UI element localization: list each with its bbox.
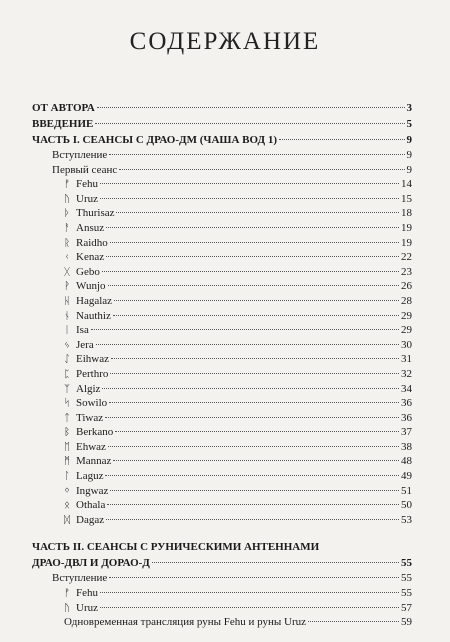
leader-dots bbox=[109, 577, 399, 578]
toc-rune-entry-label bbox=[64, 454, 111, 470]
toc-rune-entry-page: 36 bbox=[401, 411, 412, 424]
toc-rune-entry-page: 28 bbox=[401, 294, 412, 307]
toc-rune-entry-page: 31 bbox=[401, 353, 412, 366]
rune-icon: ᛜ bbox=[64, 485, 70, 497]
toc-entry-page: 59 bbox=[401, 616, 412, 629]
leader-dots bbox=[109, 154, 404, 155]
toc-rune-entry-page: 37 bbox=[401, 426, 412, 439]
toc-rune-entry-text: Uruz bbox=[76, 192, 98, 205]
rune-icon: ᛉ bbox=[64, 383, 70, 395]
toc-rune-entry-label bbox=[64, 338, 94, 354]
leader-dots bbox=[106, 256, 399, 257]
toc-rune-entry[interactable] bbox=[32, 513, 412, 528]
toc-entry-page: 57 bbox=[401, 601, 412, 614]
toc-rune-entry-label bbox=[64, 367, 108, 383]
toc-rune-entry-text: Sowilo bbox=[76, 397, 108, 410]
toc-rune-entry-text: Isa bbox=[76, 324, 89, 337]
rune-icon: ᚷ bbox=[64, 266, 70, 278]
toc-rune-entry-page: 49 bbox=[401, 470, 412, 483]
toc-section-text: ВВЕДЕНИЕ bbox=[32, 118, 94, 130]
toc-rune-entry-text: Laguz bbox=[76, 470, 104, 483]
leader-dots bbox=[100, 198, 399, 199]
toc-rune-entry[interactable] bbox=[32, 469, 412, 484]
rune-icon: ᛞ bbox=[64, 514, 70, 526]
toc-rune-entry-text: Mannaz bbox=[76, 455, 112, 468]
toc-rune-entry-label bbox=[64, 513, 104, 529]
leader-dots bbox=[96, 344, 399, 345]
toc-section-label bbox=[32, 100, 95, 116]
rune-icon: ᚱ bbox=[64, 237, 70, 249]
toc-section-page: 5 bbox=[406, 118, 412, 130]
rune-icon: ᛋ bbox=[64, 398, 70, 410]
toc-rune-entry-label bbox=[64, 411, 103, 427]
toc-entry[interactable] bbox=[32, 148, 412, 163]
rune-icon: ᛟ bbox=[64, 500, 70, 512]
toc-rune-entry[interactable] bbox=[32, 279, 412, 294]
leader-dots bbox=[110, 373, 399, 374]
toc-section[interactable] bbox=[32, 116, 412, 132]
toc-rune-entry[interactable] bbox=[32, 236, 412, 251]
toc-entry-text: Uruz bbox=[76, 601, 98, 614]
rune-icon: ᛃ bbox=[64, 339, 70, 351]
toc-rune-entry[interactable] bbox=[32, 323, 412, 338]
toc-entry[interactable] bbox=[32, 571, 412, 586]
toc-rune-entry[interactable] bbox=[32, 294, 412, 309]
toc-rune-entry-label bbox=[64, 206, 114, 222]
toc-rune-entry-label bbox=[64, 192, 98, 208]
toc-rune-entry-label bbox=[64, 323, 89, 339]
toc-rune-entry-label bbox=[64, 221, 104, 237]
toc-rune-entry-text: Raidho bbox=[76, 236, 108, 249]
rune-icon: ᛚ bbox=[64, 471, 70, 483]
toc-rune-entry[interactable] bbox=[32, 454, 412, 469]
toc-rune-entry-label bbox=[64, 265, 100, 281]
table-of-contents bbox=[32, 100, 412, 630]
toc-rune-entry-text: Dagaz bbox=[76, 513, 105, 526]
toc-section[interactable] bbox=[32, 100, 412, 116]
leader-dots bbox=[110, 242, 399, 243]
rune-icon: ᚦ bbox=[64, 208, 70, 220]
toc-rune-entry-page: 29 bbox=[401, 324, 412, 337]
toc-rune-entry[interactable] bbox=[32, 177, 412, 192]
leader-dots bbox=[119, 169, 404, 170]
toc-rune-entry-label bbox=[64, 396, 107, 412]
toc-rune-entry[interactable] bbox=[32, 265, 412, 280]
toc-rune-entry-text: Eihwaz bbox=[76, 353, 109, 366]
rune-icon: ᛈ bbox=[64, 368, 70, 380]
toc-rune-entry-label bbox=[64, 250, 104, 266]
toc-rune-entry-text: Berkano bbox=[76, 426, 114, 439]
toc-entry[interactable] bbox=[32, 163, 412, 178]
toc-rune-entry-page: 36 bbox=[401, 397, 412, 410]
toc-rune-entry-text: Nauthiz bbox=[76, 309, 111, 322]
leader-dots bbox=[100, 183, 399, 184]
toc-rune-entry-text: Othala bbox=[76, 499, 106, 512]
leader-dots bbox=[110, 490, 399, 491]
rune-icon: ᚹ bbox=[64, 281, 70, 293]
leader-dots bbox=[114, 300, 399, 301]
toc-rune-entry-page: 23 bbox=[401, 265, 412, 278]
page-title: СОДЕРЖАНИЕ bbox=[129, 28, 321, 55]
rune-icon: ᛏ bbox=[64, 412, 70, 424]
toc-entry-page: 9 bbox=[406, 163, 412, 176]
toc-entry-page: 9 bbox=[406, 149, 412, 161]
toc-entry-text: Первый сеанс bbox=[52, 163, 118, 176]
rune-icon: ᚺ bbox=[64, 295, 70, 307]
toc-rune-entry-label bbox=[64, 177, 98, 193]
toc-rune-entry-page: 48 bbox=[401, 455, 412, 468]
toc-entry-text: Fehu bbox=[76, 587, 98, 600]
toc-rune-entry[interactable] bbox=[32, 192, 412, 207]
toc-rune-entry-text: Wunjo bbox=[76, 280, 106, 293]
leader-dots bbox=[108, 446, 399, 447]
rune-icon: ᚾ bbox=[64, 310, 70, 322]
toc-entry-text: Вступление bbox=[52, 149, 108, 161]
toc-rune-entry-label bbox=[64, 309, 111, 325]
toc-rune-entry-page: 19 bbox=[401, 236, 412, 249]
rune-icon: ᛁ bbox=[64, 325, 70, 337]
leader-dots bbox=[102, 271, 399, 272]
rune-icon: ᛒ bbox=[64, 427, 70, 439]
rune-icon: ᛖ bbox=[64, 441, 70, 453]
toc-part2-line2: ДРАО-ДВЛ И ДОРАО-Д bbox=[32, 557, 150, 570]
toc-rune-entry-page: 29 bbox=[401, 309, 412, 322]
toc-rune-entry-label bbox=[64, 440, 106, 456]
toc-rune-entry-page: 22 bbox=[401, 251, 412, 264]
toc-rune-entry-text: Gebo bbox=[76, 265, 100, 278]
toc-entry-label bbox=[64, 615, 306, 630]
toc-entry-page: 55 bbox=[401, 572, 412, 585]
leader-dots bbox=[97, 107, 405, 108]
toc-section-text: ЧАСТЬ I. СЕАНСЫ С ДРАО-ДМ (ЧАША ВОД 1) bbox=[32, 134, 277, 146]
toc-section-text: ОТ АВТОРА bbox=[32, 102, 95, 114]
toc-rune-entry[interactable] bbox=[32, 396, 412, 411]
toc-rune-entry-label bbox=[64, 236, 108, 252]
leader-dots bbox=[100, 592, 399, 593]
leader-dots bbox=[91, 329, 399, 330]
toc-section-label bbox=[32, 132, 277, 148]
toc-rune-entry[interactable] bbox=[32, 352, 412, 367]
toc-rune-entry[interactable] bbox=[32, 498, 412, 513]
toc-entry[interactable] bbox=[32, 615, 412, 630]
rune-icon: ᚲ bbox=[64, 252, 70, 264]
toc-rune-entry[interactable] bbox=[32, 484, 412, 499]
leader-dots bbox=[95, 123, 404, 124]
toc-rune-entry[interactable] bbox=[32, 309, 412, 324]
leader-dots bbox=[105, 475, 399, 476]
rune-icon: ᚠ bbox=[64, 179, 70, 191]
toc-rune-entry-text: Fehu bbox=[76, 178, 98, 191]
toc-rune-entry-text: Algiz bbox=[76, 382, 101, 395]
leader-dots bbox=[113, 315, 399, 316]
rune-icon: ᛗ bbox=[64, 456, 70, 468]
toc-rune-entry-page: 14 bbox=[401, 178, 412, 191]
toc-part2-page: 55 bbox=[401, 557, 412, 570]
toc-rune-entry-text: Perthro bbox=[76, 367, 109, 380]
toc-rune-entry-page: 51 bbox=[401, 484, 412, 497]
leader-dots bbox=[116, 212, 399, 213]
toc-rune-entry-page: 38 bbox=[401, 440, 412, 453]
leader-dots bbox=[105, 417, 399, 418]
toc-rune-entry-label bbox=[64, 352, 109, 368]
toc-entry-text: Одновременная трансляция руны Fehu и руны Uruz bbox=[64, 616, 307, 629]
toc-rune-entry-label bbox=[64, 294, 112, 310]
toc-rune-entry-text: Ehwaz bbox=[76, 440, 106, 453]
leader-dots bbox=[102, 388, 399, 389]
rune-icon: ᛇ bbox=[64, 354, 70, 366]
toc-part2-heading bbox=[32, 539, 412, 571]
toc-rune-entry-page: 34 bbox=[401, 382, 412, 395]
leader-dots bbox=[308, 621, 399, 622]
leader-dots bbox=[109, 402, 399, 403]
rune-icon: ᚨ bbox=[64, 222, 70, 234]
toc-rune-entry-label bbox=[64, 469, 103, 485]
toc-rune-entry[interactable] bbox=[32, 250, 412, 265]
rune-icon: ᚠ bbox=[64, 588, 70, 600]
toc-rune-entry[interactable] bbox=[32, 367, 412, 382]
toc-rune-entry-page: 30 bbox=[401, 338, 412, 351]
toc-entry-page: 55 bbox=[401, 587, 412, 600]
toc-rune-entry-page: 26 bbox=[401, 280, 412, 293]
toc-rune-entry-text: Ingwaz bbox=[76, 484, 109, 497]
toc-rune-entry-page: 18 bbox=[401, 207, 412, 220]
toc-rune-entry[interactable] bbox=[32, 440, 412, 455]
toc-rune-entry-page: 32 bbox=[401, 367, 412, 380]
toc-rune-entry-page: 50 bbox=[401, 499, 412, 512]
toc-entry-label bbox=[52, 163, 117, 178]
leader-dots bbox=[113, 460, 399, 461]
toc-rune-entry[interactable] bbox=[32, 425, 412, 440]
toc-part2-line1: ЧАСТЬ II. СЕАНСЫ С РУНИЧЕСКИМИ АНТЕННАМИ bbox=[32, 541, 320, 554]
leader-dots bbox=[106, 519, 399, 520]
toc-rune-entry[interactable] bbox=[32, 221, 412, 236]
toc-rune-entry-label bbox=[64, 382, 100, 398]
leader-dots bbox=[115, 431, 399, 432]
rune-icon: ᚢ bbox=[64, 602, 70, 614]
toc-entry-text: Вступление bbox=[52, 572, 108, 585]
leader-dots bbox=[108, 285, 400, 286]
toc-section[interactable] bbox=[32, 132, 412, 148]
toc-rune-entry[interactable] bbox=[32, 338, 412, 353]
toc-rune-entry[interactable] bbox=[32, 411, 412, 426]
toc-rune-entry-label bbox=[64, 498, 105, 514]
rune-icon: ᚢ bbox=[64, 193, 70, 205]
toc-rune-entry-page: 19 bbox=[401, 221, 412, 234]
toc-rune-entry-page: 15 bbox=[401, 192, 412, 205]
toc-rune-entry-text: Kenaz bbox=[76, 251, 105, 264]
toc-rune-entry-page: 53 bbox=[401, 513, 412, 526]
toc-rune-entry-text: Hagalaz bbox=[76, 294, 113, 307]
toc-rune-entry-text: Ansuz bbox=[76, 221, 105, 234]
leader-dots bbox=[106, 227, 399, 228]
leader-dots bbox=[107, 504, 399, 505]
toc-rune-entry[interactable] bbox=[32, 382, 412, 397]
toc-section-label bbox=[32, 116, 93, 132]
toc-entry-label bbox=[64, 586, 98, 602]
toc-rune-entry-text: Thurisaz bbox=[76, 207, 115, 220]
toc-entry-label bbox=[52, 148, 107, 163]
toc-section-page: 9 bbox=[406, 134, 412, 146]
toc-rune-entry-label bbox=[64, 425, 113, 441]
leader-dots bbox=[111, 358, 399, 359]
toc-rune-entry[interactable] bbox=[32, 206, 412, 221]
toc-entry[interactable] bbox=[32, 601, 412, 616]
leader-dots bbox=[100, 607, 399, 608]
toc-rune-entry-label bbox=[64, 484, 108, 500]
toc-entry-label bbox=[52, 571, 107, 586]
toc-section-page: 3 bbox=[406, 102, 412, 114]
toc-entry[interactable] bbox=[32, 586, 412, 601]
leader-dots bbox=[279, 139, 405, 140]
toc-rune-entry-label bbox=[64, 279, 106, 295]
toc-entry-label bbox=[64, 601, 98, 617]
toc-rune-entry-text: Jera bbox=[76, 338, 94, 351]
leader-dots bbox=[152, 562, 399, 563]
toc-rune-entry-text: Tiwaz bbox=[76, 411, 104, 424]
